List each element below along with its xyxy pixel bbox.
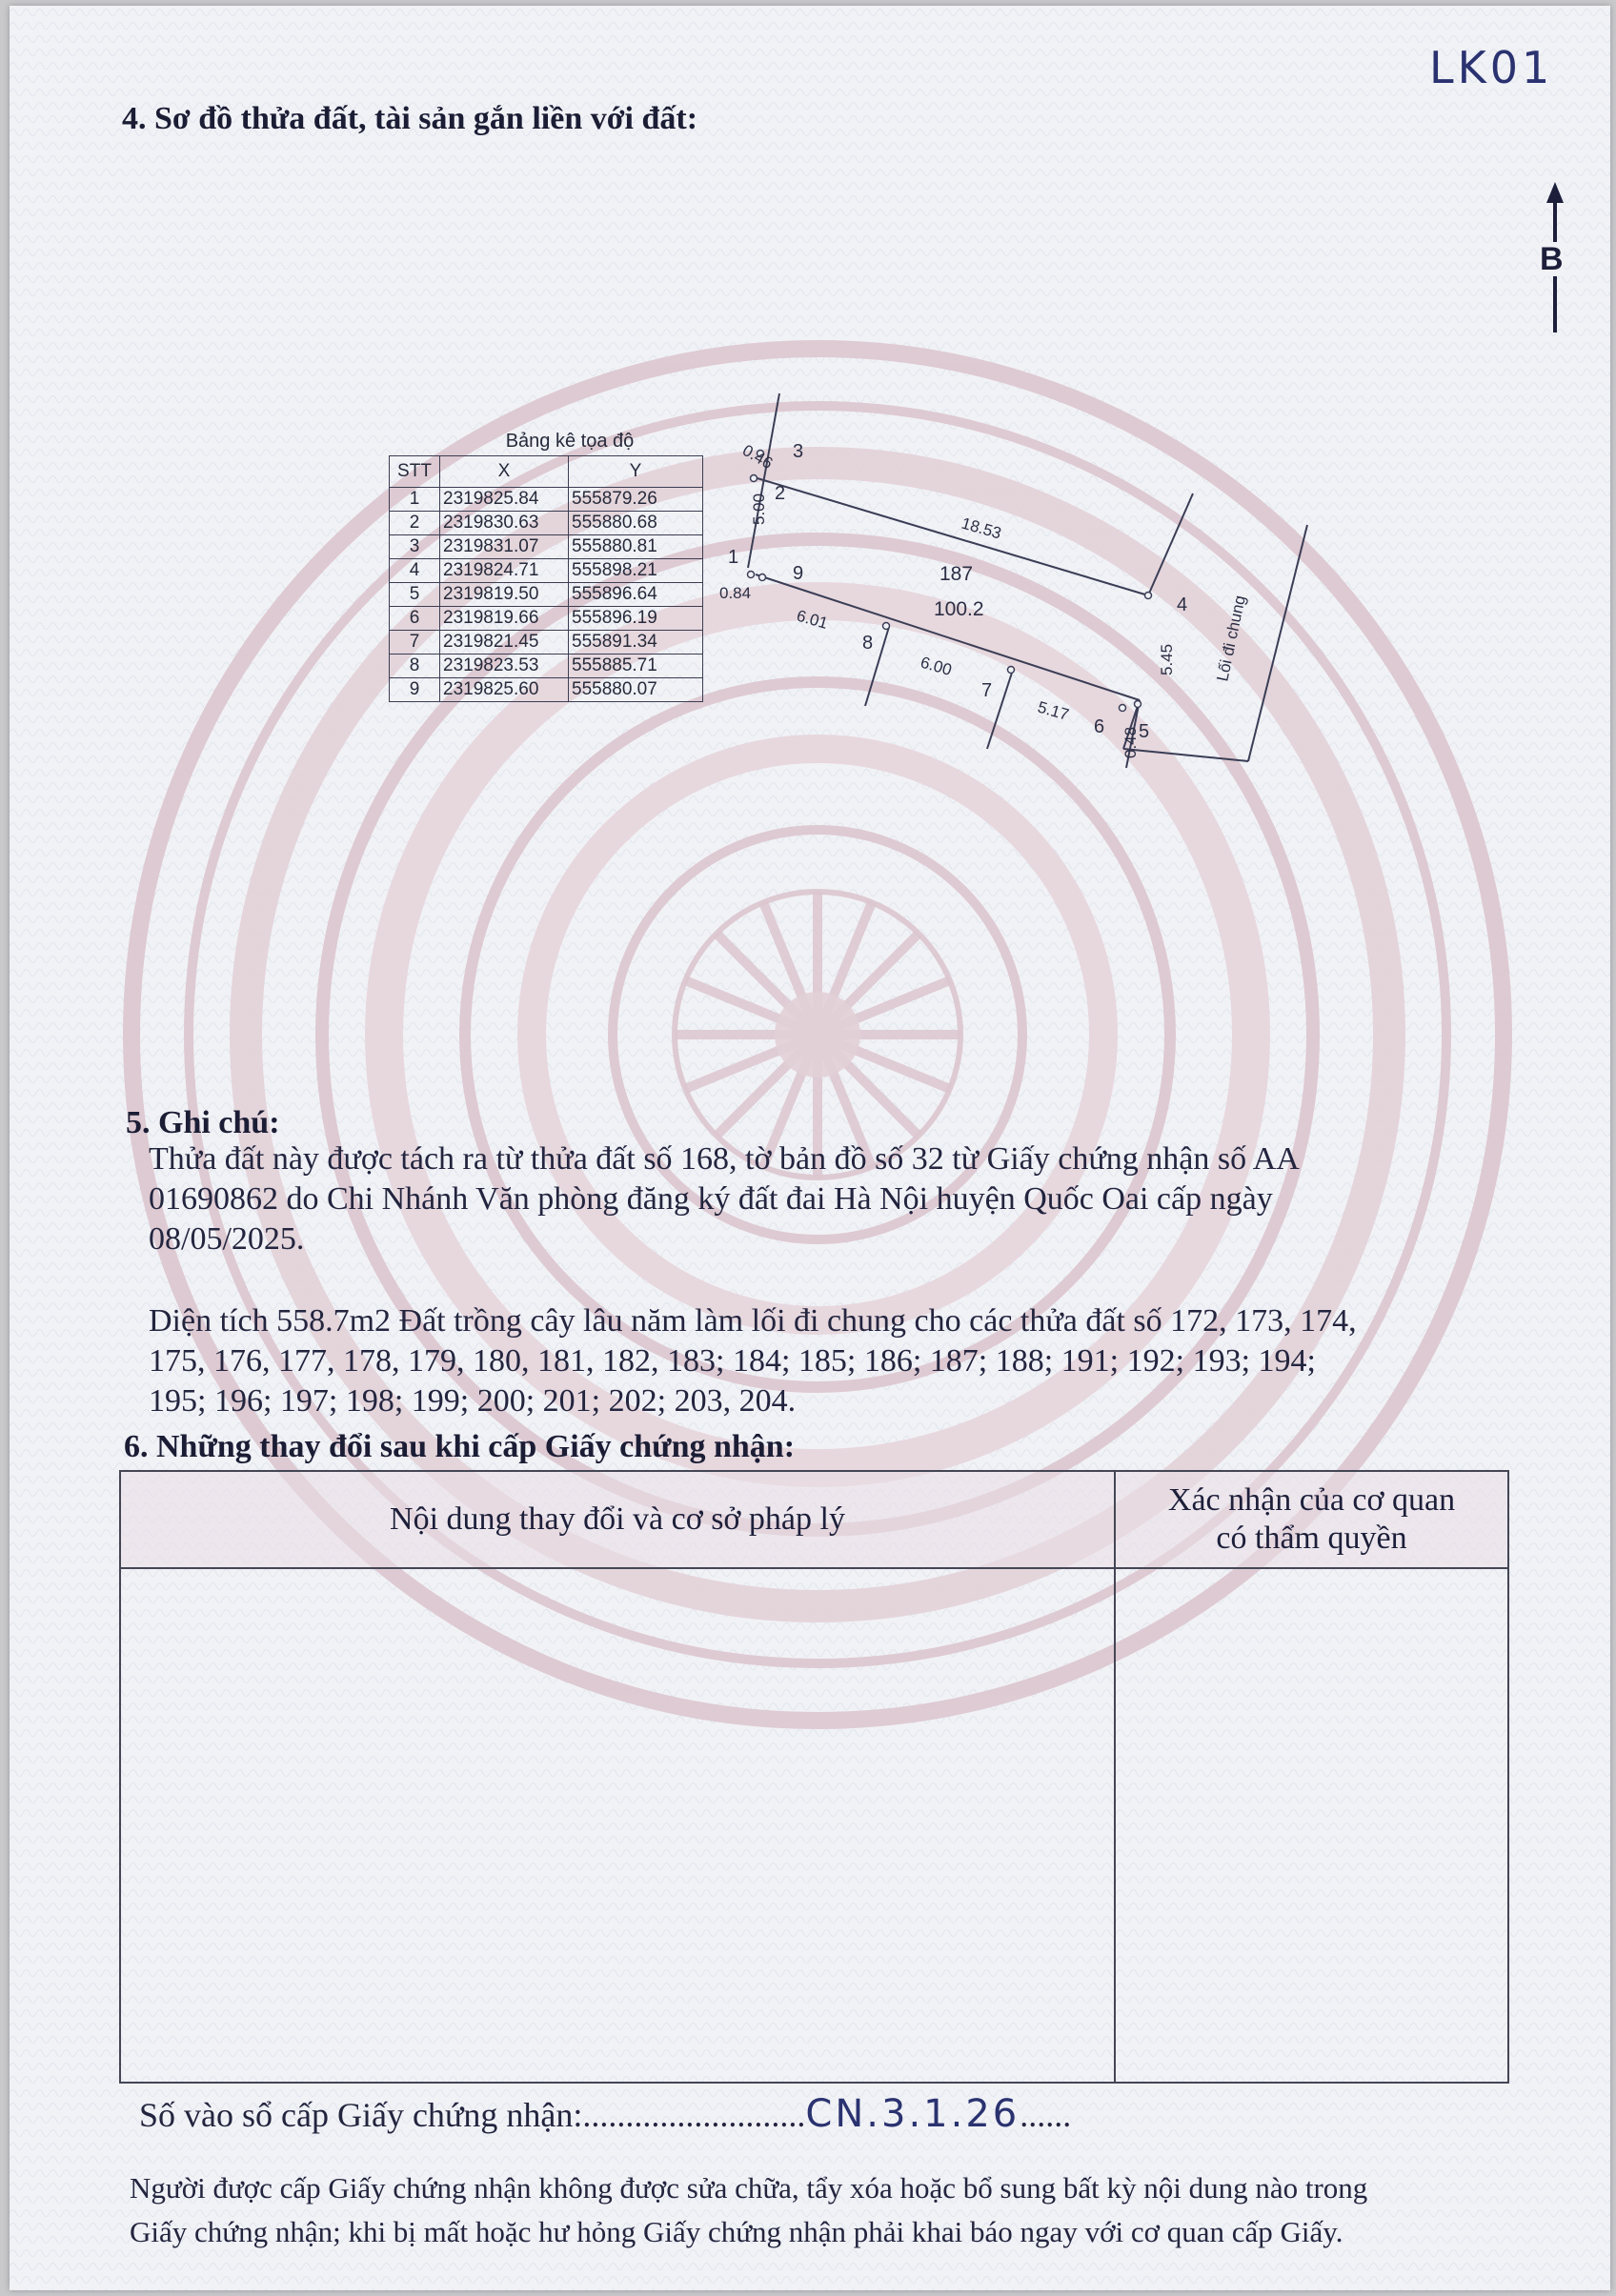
footer-note <box>130 2166 1559 2254</box>
point-label: 1 <box>728 547 739 568</box>
dimension-label: 0.84 <box>719 584 752 602</box>
note-paragraph-1 <box>149 1139 1483 1259</box>
point-marker <box>1135 701 1141 708</box>
col-header: STT <box>390 456 440 488</box>
footer-line: Giấy chứng nhận; khi bị mất hoặc hư hỏng Giấy chứng nhận phải khai báo ngay với cơ quan cấp Giấy. <box>130 2215 1343 2248</box>
x-cell: 2319825.84 <box>440 488 569 512</box>
changes-table <box>119 1470 1509 2084</box>
x-cell: 2319819.66 <box>440 607 569 631</box>
boundary-line <box>1123 749 1248 761</box>
point-label: 8 <box>862 633 874 654</box>
dimension-label: 0.46 <box>739 441 777 473</box>
x-cell: 2319831.07 <box>440 535 569 559</box>
registry-dots: ...... <box>1020 2096 1072 2134</box>
point-label: 4 <box>1177 594 1188 615</box>
registry-label: Số vào sổ cấp Giấy chứng nhận: <box>139 2096 583 2134</box>
y-cell: 555896.19 <box>569 607 703 631</box>
point-marker <box>1145 593 1152 599</box>
changes-content-header: Nội dung thay đổi và cơ sở pháp lý <box>390 1501 845 1537</box>
note-line: 175, 176, 177, 178, 179, 180, 181, 182, 183; 184; 185; 186; 187; 188; 191; 192; 193; 194; <box>149 1343 1316 1379</box>
dimension-label: 5.17 <box>1035 697 1071 724</box>
registry-line <box>139 2092 1071 2136</box>
dimension-label: 5.45 <box>1158 643 1176 675</box>
stt-cell: 8 <box>390 655 440 678</box>
y-cell: 555880.81 <box>569 535 703 559</box>
point-marker <box>751 475 758 482</box>
road-label: Lối đi chung <box>1213 594 1249 683</box>
y-cell: 555896.64 <box>569 583 703 607</box>
stt-cell: 5 <box>390 583 440 607</box>
point-marker <box>883 623 890 630</box>
y-cell: 555879.26 <box>569 488 703 512</box>
dimension-label: 6.00 <box>918 653 954 679</box>
parcel-diagram <box>10 6 1610 787</box>
certificate-page <box>10 6 1610 2290</box>
dimension-label: 5.00 <box>750 493 768 525</box>
dimension-label: 18.53 <box>959 514 1004 543</box>
stt-cell: 4 <box>390 559 440 583</box>
point-label: 2 <box>775 483 786 504</box>
stt-cell: 6 <box>390 607 440 631</box>
y-cell: 555898.21 <box>569 559 703 583</box>
registry-dots: .......................... <box>582 2096 806 2134</box>
note-line: Diện tích 558.7m2 Đất trồng cây lâu năm làm lối đi chung cho các thửa đất số 172, 173, 174, <box>149 1303 1357 1339</box>
note-line: 08/05/2025. <box>149 1221 305 1257</box>
note-line: Thửa đất này được tách ra từ thửa đất số 168, tờ bản đồ số 32 từ Giấy chứng nhận số AA <box>149 1141 1300 1177</box>
point-label: 9 <box>793 563 804 584</box>
point-label: 3 <box>793 441 804 462</box>
changes-approval-cell[interactable] <box>1116 1569 1507 2080</box>
col-header: Y <box>569 456 703 488</box>
coordinate-table-title: Bảng kê tọa độ <box>505 431 635 452</box>
header-line: có thẩm quyền <box>1216 1521 1407 1556</box>
x-cell: 2319830.63 <box>440 512 569 535</box>
dimension-label: 0.48 <box>1121 726 1140 758</box>
dimension-label: 6.01 <box>794 606 830 633</box>
boundary-line <box>1148 493 1193 595</box>
x-cell: 2319824.71 <box>440 559 569 583</box>
point-marker <box>748 572 755 578</box>
section6-title: 6. Những thay đổi sau khi cấp Giấy chứng nhận: <box>124 1429 796 1464</box>
point-label: 6 <box>1094 716 1105 737</box>
boundary-line <box>1248 525 1307 761</box>
changes-approval-header <box>1116 1472 1507 1567</box>
boundary-line <box>756 574 1140 700</box>
section4-title: 4. Sơ đồ thửa đất, tài sản gắn liền với đất: <box>122 101 698 136</box>
point-marker <box>759 574 766 581</box>
registry-number: CN.3.1.26 <box>805 2092 1020 2136</box>
y-cell: 555880.07 <box>569 678 703 702</box>
stt-cell: 7 <box>390 631 440 655</box>
footer-line: Người được cấp Giấy chứng nhận không được sửa chữa, tẩy xóa hoặc bổ sung bất kỳ nội dung nào trong <box>130 2171 1368 2205</box>
x-cell: 2319823.53 <box>440 655 569 678</box>
point-label: 5 <box>1139 721 1150 742</box>
handwritten-code: LK01 <box>1429 42 1554 93</box>
changes-content-cell[interactable] <box>121 1569 1114 2080</box>
stt-cell: 9 <box>390 678 440 702</box>
parcel-area: 100.2 <box>934 598 984 620</box>
north-arrow-label: B <box>1540 241 1564 277</box>
col-header: X <box>440 456 569 488</box>
stt-cell: 2 <box>390 512 440 535</box>
parcel-number: 187 <box>939 563 974 585</box>
point-marker <box>1120 705 1126 712</box>
section5-title: 5. Ghi chú: <box>126 1105 280 1140</box>
stt-cell: 1 <box>390 488 440 512</box>
y-cell: 555891.34 <box>569 631 703 655</box>
point-marker <box>1008 667 1015 674</box>
y-cell: 555885.71 <box>569 655 703 678</box>
x-cell: 2319825.60 <box>440 678 569 702</box>
y-cell: 555880.68 <box>569 512 703 535</box>
header-line: Xác nhận của cơ quan <box>1167 1482 1456 1518</box>
note-line: 01690862 do Chi Nhánh Văn phòng đăng ký đất đai Hà Nội huyện Quốc Oai cấp ngày <box>149 1181 1273 1217</box>
x-cell: 2319819.50 <box>440 583 569 607</box>
note-line: 195; 196; 197; 198; 199; 200; 201; 202; 203, 204. <box>149 1383 797 1419</box>
x-cell: 2319821.45 <box>440 631 569 655</box>
note-paragraph-2 <box>149 1301 1511 1421</box>
stt-cell: 3 <box>390 535 440 559</box>
point-label: 7 <box>981 680 993 701</box>
